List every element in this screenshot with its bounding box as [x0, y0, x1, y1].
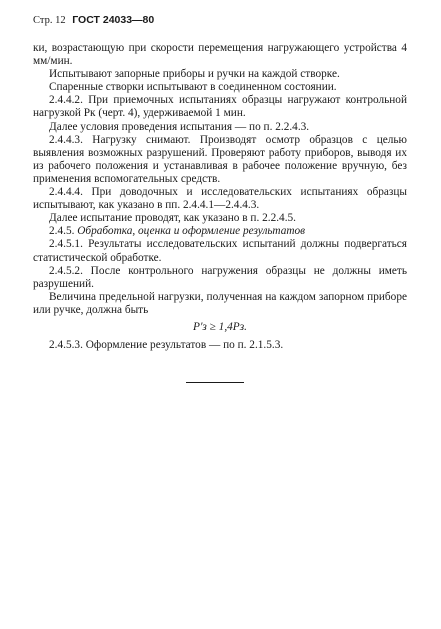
document-body: [33, 42, 407, 352]
paragraph: Далее испытание проводят, как указано в п. 2.2.4.5.: [49, 212, 296, 225]
paragraph: Величина предельной нагрузки, полученная на каждом запорном приборе или ручке, должна быть: [33, 290, 407, 316]
paragraph: 2.4.4.3. Нагрузку снимают. Производят осмотр образцов с целью выявления возможных разрушений. Проверяют работу приборов, выводя их из рабочего положения и устанавливая в рабочее положение вручную, без применения вспомогательных средств.: [33, 133, 407, 185]
paragraph: 2.4.5.1. Результаты исследовательских испытаний должны подвергаться статистической обработке.: [33, 238, 407, 264]
paragraph: Далее условия проведения испытания — по п. 2.2.4.3.: [49, 120, 310, 133]
paragraph: Испытывают запорные приборы и ручки на каждой створке.: [49, 68, 340, 81]
page-label: Стр. 12: [33, 15, 66, 26]
section-title: Обработка, оценка и оформление результатов: [77, 225, 306, 238]
paragraph: ки, возрастающую при скорости перемещения нагружающего устройства 4 мм/мин.: [33, 42, 407, 68]
standard-number: ГОСТ 24033—80: [72, 14, 155, 26]
page-header: [33, 14, 154, 27]
paragraph: 2.4.5.2. После контрольного нагружения образцы не должны иметь разрушений.: [33, 264, 407, 290]
end-rule: [186, 382, 244, 383]
section-heading: [33, 225, 407, 238]
formula: P′з ≥ 1,4Pз.: [193, 320, 247, 333]
paragraph: 2.4.5.3. Оформление результатов — по п. 2.1.5.3.: [49, 339, 284, 352]
paragraph: 2.4.4.4. При доводочных и исследовательских испытаниях образцы испытывают, как указано в пп. 2.4.4.1—2.4.4.3.: [33, 186, 407, 212]
section-number: 2.4.5.: [49, 225, 75, 238]
paragraph: 2.4.4.2. При приемочных испытаниях образцы нагружают контрольной нагрузкой Рк (черт. 4), удерживаемой 1 мин.: [33, 94, 407, 120]
paragraph: Спаренные створки испытывают в соединенном состоянии.: [49, 81, 337, 94]
